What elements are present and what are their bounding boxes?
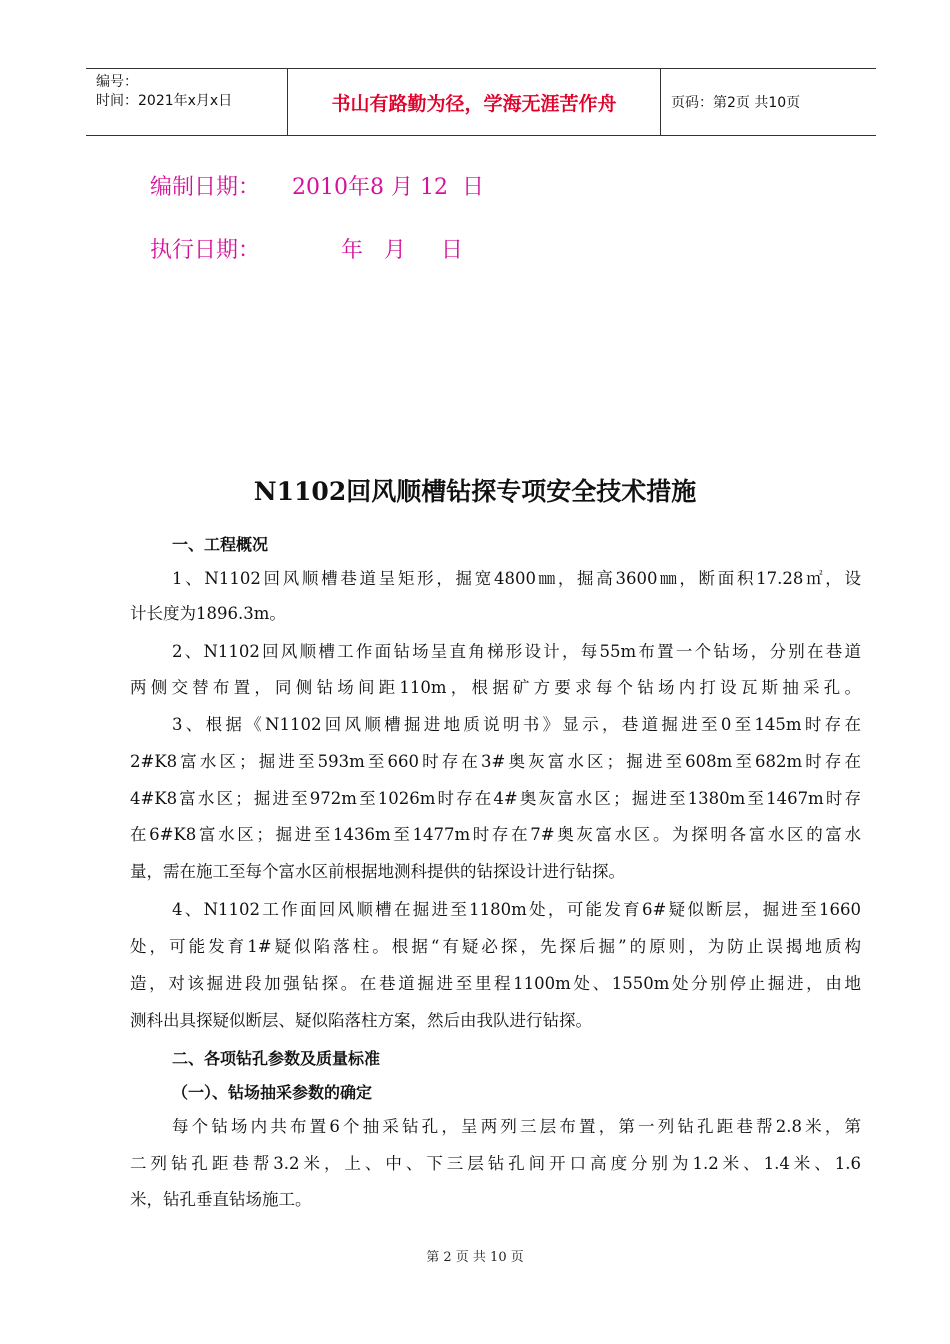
subsection-heading-drilling: （一）、钻场抽采参数的确定	[172, 1083, 373, 1102]
header-number-label: 编号：	[96, 74, 138, 90]
paragraph-line: 处，可能发育1#疑似陷落柱。根据“有疑必探，先探后掘”的原则，为防止误揭地质构	[130, 937, 861, 956]
paragraph-line: 1、N1102回风顺槽巷道呈矩形，掘宽4800㎜，掘高3600㎜，断面积17.28㎡，设	[172, 569, 861, 588]
compile-date-label: 编制日期：	[150, 175, 261, 200]
compile-date-value: 2010年8 月 12 日	[292, 175, 484, 200]
paragraph-line: 在6#K8富水区；掘进至1436m至1477m时存在7#奥灰富水区。为探明各富水区的富水	[130, 825, 861, 844]
paragraph-line: 2#K8富水区；掘进至593m至660时存在3#奥灰富水区；掘进至608m至682m时存在	[130, 752, 861, 771]
paragraph-line: 两侧交替布置，同侧钻场间距110m，根据矿方要求每个钻场内打设瓦斯抽采孔。	[130, 678, 861, 697]
paragraph-line: 米，钻孔垂直钻场施工。	[130, 1190, 312, 1209]
paragraph-line: 量，需在施工至每个富水区前根据地测科提供的钻探设计进行钻探。	[130, 862, 625, 881]
section-heading-parameters: 二、各项钻孔参数及质量标准	[172, 1049, 381, 1068]
paragraph-line: 4、N1102工作面回风顺槽在掘进至1180m处，可能发育6#疑似断层，掘进至1660	[172, 900, 861, 919]
compile-date-line	[150, 170, 484, 201]
section-heading-overview: 一、工程概况	[172, 535, 269, 554]
document-title: N1102回风顺槽钻探专项安全技术措施	[253, 477, 697, 506]
paragraph-line: 造，对该掘进段加强钻探。在巷道掘进至里程1100m处、1550m处分别停止掘进，由地	[130, 974, 861, 993]
paragraph-line: 二列钻孔距巷帮3.2米，上、中、下三层钻孔间开口高度分别为1.2米、1.4米、1.6	[130, 1154, 861, 1173]
header-page-info: 页码：第2页 共10页	[671, 95, 801, 111]
paragraph-line: 计长度为1896.3m。	[130, 604, 286, 623]
execute-date-label: 执行日期：	[150, 238, 261, 263]
header-time-label: 时间：2021年x月x日	[96, 93, 233, 109]
page-footer: 第 2 页 共 10 页	[426, 1250, 524, 1265]
execute-date-value: 年 月 日	[292, 238, 463, 263]
paragraph-line: 2、N1102回风顺槽工作面钻场呈直角梯形设计，每55m布置一个钻场，分别在巷道	[172, 642, 861, 661]
header-motto: 书山有路勤为径，学海无涯苦作舟	[288, 69, 661, 135]
paragraph-line: 每个钻场内共布置6个抽采钻孔，呈两列三层布置，第一列钻孔距巷帮2.8米，第	[172, 1117, 861, 1136]
page-header-table	[86, 68, 876, 136]
paragraph-line: 3、根据《N1102回风顺槽掘进地质说明书》显示，巷道掘进至0至145m时存在	[172, 715, 861, 734]
header-info-cell	[86, 69, 288, 135]
execute-date-line	[150, 233, 463, 264]
paragraph-line: 测科出具探疑似断层、疑似陷落柱方案，然后由我队进行钻探。	[130, 1011, 592, 1030]
paragraph-line: 4#K8富水区；掘进至972m至1026m时存在4#奥灰富水区；掘进至1380m至1467m时存	[130, 789, 861, 808]
